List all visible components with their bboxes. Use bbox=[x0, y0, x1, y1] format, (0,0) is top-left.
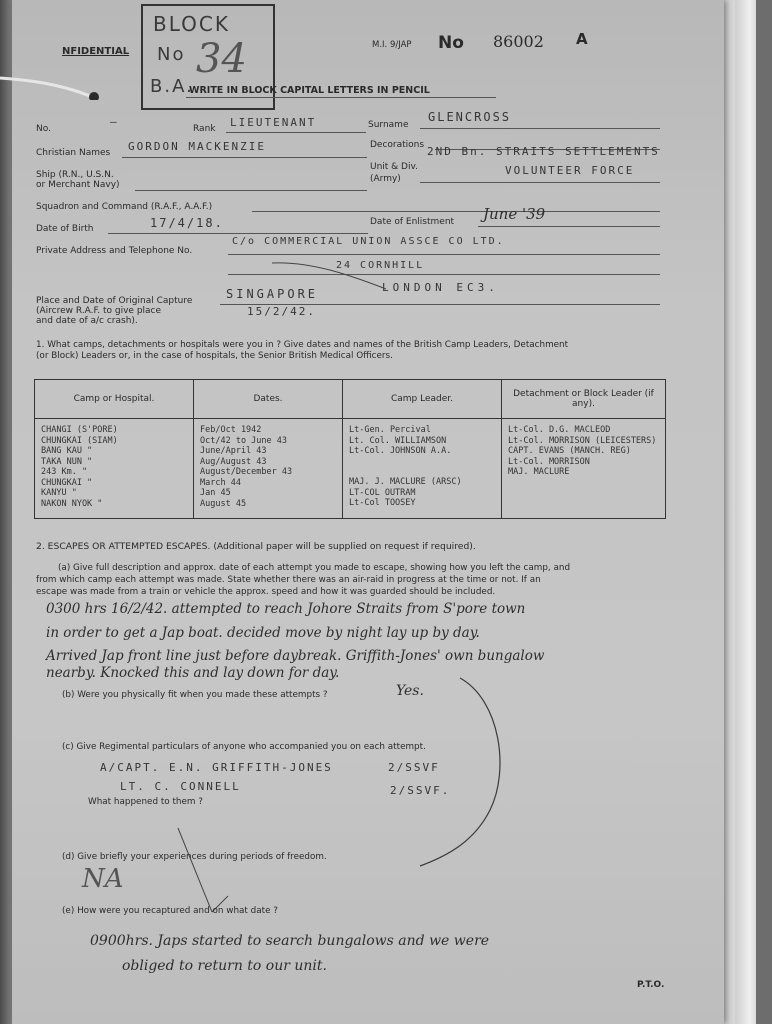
leader-entry: LT-COL OUTRAM bbox=[349, 487, 416, 498]
block-leader-entry: Lt-Col. D.G. MACLEOD bbox=[508, 425, 611, 435]
dates-header: Dates. bbox=[194, 380, 343, 419]
block-leader-entry: CAPT. EVANS (MANCH. REG) bbox=[508, 446, 631, 456]
enlistment-value: June '39 bbox=[483, 205, 546, 223]
leader-entry: Lt-Col. JOHNSON A.A. bbox=[349, 446, 452, 456]
capture-label-2: (Aircrew R.A.F. to give place bbox=[36, 306, 162, 316]
camp-header: Camp or Hospital. bbox=[35, 380, 194, 419]
address-label: Private Address and Telephone No. bbox=[36, 246, 193, 256]
surname-label: Surname bbox=[368, 120, 409, 130]
q2a-answer-3: Arrived Jap front line just before daybreak. Griffith-Jones' own bungalow bbox=[46, 648, 545, 664]
unit-label: Unit & Div. bbox=[370, 162, 418, 172]
q2d-answer: NA bbox=[82, 864, 124, 894]
dob-value: 17/4/18. bbox=[150, 216, 224, 230]
decorations-label: Decorations bbox=[370, 140, 425, 150]
pencil-instruction: WRITE IN BLOCK CAPITAL LETTERS IN PENCIL bbox=[189, 85, 430, 96]
christian-line bbox=[122, 157, 367, 158]
stamp-number: 34 bbox=[196, 36, 247, 82]
q2a-text-3: escape was made from a train or vehicle the approx. speed and how it was guarded should be included. bbox=[36, 587, 496, 597]
q2e-answer-1: 0900hrs. Japs started to search bungalows and we were bbox=[90, 933, 490, 949]
q2b-answer: Yes. bbox=[396, 683, 424, 699]
stamp-block-text: BLOCK bbox=[153, 12, 230, 36]
q2b-text: (b) Were you physically fit when you made these attempts ? bbox=[62, 690, 328, 700]
date-entry: Aug/August 43 bbox=[200, 456, 267, 467]
date-entry: August 45 bbox=[200, 498, 247, 509]
form-code: M.I. 9/JAP bbox=[372, 40, 412, 50]
capture-label: Place and Date of Original Capture bbox=[36, 296, 193, 306]
dob-label: Date of Birth bbox=[36, 224, 94, 234]
enlistment-label: Date of Enlistment bbox=[370, 217, 455, 227]
q2a-answer-1: 0300 hrs 16/2/42. attempted to reach Johore Straits from S'pore town bbox=[46, 601, 526, 617]
camp-entry: CHUNGKAI " bbox=[41, 477, 93, 488]
block-leader-entry: Lt-Col. MORRISON bbox=[508, 456, 590, 467]
surname-value: GLENCROSS bbox=[428, 110, 512, 124]
camp-entry: TAKA NUN " bbox=[41, 456, 93, 467]
camp-leader-column bbox=[343, 419, 502, 519]
block-leader-header: Detachment or Block Leader (if any). bbox=[502, 380, 666, 419]
camp-entry: NAKON NYOK " bbox=[41, 498, 103, 509]
q2-title: 2. ESCAPES OR ATTEMPTED ESCAPES. (Additional paper will be supplied on request if required). bbox=[36, 541, 476, 552]
camp-entry: KANYU " bbox=[41, 488, 77, 498]
stamp-no-text: No bbox=[157, 44, 186, 65]
q2c-unit-2: 2/SSVF. bbox=[390, 784, 451, 797]
q2c-unit-1: 2/SSVF bbox=[388, 761, 440, 774]
unit-line bbox=[420, 182, 660, 183]
q2a-text: (a) Give full description and approx. date of each attempt you made to escape, showing how you left the camp, and bbox=[58, 563, 571, 573]
christian-names-label: Christian Names bbox=[36, 148, 111, 158]
capture-place: SINGAPORE bbox=[226, 287, 319, 301]
q2c-person-2: LT. C. CONNELL bbox=[120, 780, 241, 793]
q2c-person-1: A/CAPT. E.N. GRIFFITH-JONES bbox=[100, 761, 333, 774]
dates-column bbox=[194, 419, 343, 519]
capture-label-3: and date of a/c crash). bbox=[36, 316, 138, 326]
q2c-text: (c) Give Regimental particulars of anyone who accompanied you on each attempt. bbox=[62, 742, 426, 752]
camp-entry: CHANGI (S'PORE) bbox=[41, 425, 118, 435]
q2e-answer-2: obliged to return to our unit. bbox=[122, 958, 327, 974]
serial-suffix: A bbox=[576, 30, 588, 48]
date-entry: Feb/Oct 1942 bbox=[200, 425, 262, 435]
camp-leader-header: Camp Leader. bbox=[343, 380, 502, 419]
q1-text-2: (or Block) Leaders or, in the case of hospitals, the Senior British Medical Officers. bbox=[36, 351, 393, 361]
ship-label: Ship (R.N., U.S.N. bbox=[36, 170, 114, 180]
pencil-strokes bbox=[120, 824, 380, 944]
q2e-text: (e) How were you recaptured and on what date ? bbox=[62, 906, 278, 916]
date-entry: June/April 43 bbox=[200, 446, 267, 456]
leader-entry bbox=[349, 457, 497, 468]
camp-entry: CHUNGKAI (SIAM) bbox=[41, 435, 118, 446]
stamp-ba-text: B.A. bbox=[150, 76, 194, 97]
instruction-underline bbox=[186, 97, 496, 98]
ship-label-2: or Merchant Navy) bbox=[36, 180, 120, 190]
camp-column bbox=[35, 419, 194, 519]
confidential-label: NFIDENTIAL bbox=[62, 46, 130, 57]
q2c-happened: What happened to them ? bbox=[88, 797, 203, 807]
date-entry: Oct/42 to June 43 bbox=[200, 435, 287, 446]
page-turn-note: P.T.O. bbox=[637, 980, 665, 990]
no-value: — bbox=[110, 115, 119, 128]
capture-date: 15/2/42. bbox=[247, 305, 316, 318]
leader-entry: Lt-Gen. Percival bbox=[349, 425, 431, 435]
unit-value-2: VOLUNTEER FORCE bbox=[505, 164, 635, 177]
number-label: No bbox=[438, 33, 464, 53]
q2d-text: (d) Give briefly your experiences during periods of freedom. bbox=[62, 852, 327, 862]
tag-string bbox=[0, 70, 100, 100]
q1-text: 1. What camps, detachments or hospitals were you in ? Give dates and names of the British Camp Leaders, Detachment bbox=[36, 340, 569, 350]
serial-number: 86002 bbox=[493, 32, 544, 51]
dob-line bbox=[108, 233, 368, 234]
q2a-text-2: from which camp each attempt was made. State whether there was an air-raid in progress at the time or not. If an bbox=[36, 575, 541, 585]
address-value: C/o COMMERCIAL UNION ASSCE CO LTD. bbox=[232, 236, 505, 247]
address-value-3: LONDON EC3. bbox=[382, 281, 499, 294]
address-value-2: 24 CORNHILL bbox=[336, 260, 425, 271]
camp-entry: 243 Km. " bbox=[41, 467, 88, 477]
christian-names-value: GORDON MACKENZIE bbox=[128, 140, 266, 153]
ship-line bbox=[135, 190, 367, 191]
rank-label: Rank bbox=[193, 124, 216, 134]
block-leader-entry: MAJ. MACLURE bbox=[508, 467, 570, 477]
squadron-label: Squadron and Command (R.A.F., A.A.F.) bbox=[36, 202, 213, 212]
enlistment-line bbox=[478, 226, 660, 227]
q2a-answer-4: nearby. Knocked this and lay down for day. bbox=[46, 665, 340, 681]
date-entry: March 44 bbox=[200, 477, 241, 488]
camp-entry: BANG KAU " bbox=[41, 446, 93, 456]
address-arrow-stroke bbox=[270, 255, 390, 295]
date-entry: August/December 43 bbox=[200, 467, 293, 477]
rank-value: LIEUTENANT bbox=[230, 116, 317, 129]
date-entry: Jan 45 bbox=[200, 488, 231, 498]
no-label: No. bbox=[36, 124, 51, 134]
leader-entry: Lt. Col. WILLIAMSON bbox=[349, 435, 447, 446]
leader-entry: MAJ. J. MACLURE (ARSC) bbox=[349, 477, 462, 487]
leader-entry: Lt-Col TOOSEY bbox=[349, 498, 416, 508]
unit-label-2: (Army) bbox=[370, 174, 401, 184]
surname-line bbox=[420, 128, 660, 129]
camps-table bbox=[34, 379, 666, 519]
unit-value: 2ND Bn. STRAITS SETTLEMENTS bbox=[427, 145, 660, 158]
block-leader-column bbox=[502, 419, 666, 519]
q2a-answer-2: in order to get a Jap boat. decided move by night lay up by day. bbox=[46, 625, 480, 641]
folder-shadow bbox=[756, 0, 772, 1024]
squadron-line bbox=[252, 211, 660, 212]
rank-line bbox=[226, 132, 366, 133]
block-leader-entry: Lt-Col. MORRISON (LEICESTERS) bbox=[508, 435, 657, 446]
